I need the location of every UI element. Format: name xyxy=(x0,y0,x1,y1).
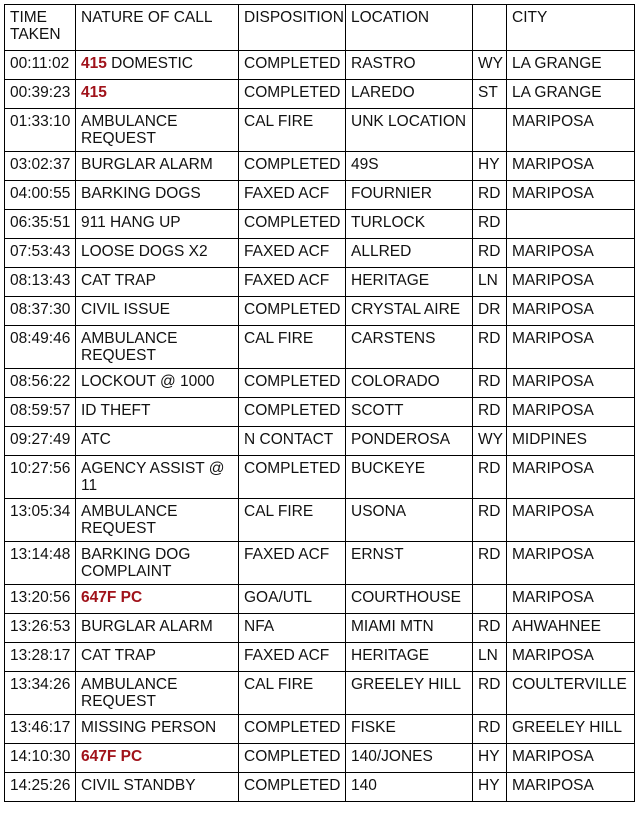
table-row xyxy=(5,109,635,152)
table-row xyxy=(5,773,635,802)
cell-nature-of-call xyxy=(76,715,239,744)
cell-time-taken: 00:39:23 xyxy=(5,80,76,109)
cell-city: GREELEY HILL xyxy=(507,715,635,744)
cell-city: MARIPOSA xyxy=(507,239,635,268)
cell-street-suffix xyxy=(473,585,507,614)
nature-text: 911 HANG UP xyxy=(81,214,181,231)
nature-text: AGENCY ASSIST @ 11 xyxy=(81,460,229,494)
header-location: LOCATION xyxy=(346,5,473,51)
cell-city: MARIPOSA xyxy=(507,542,635,585)
cell-nature-of-call xyxy=(76,297,239,326)
nature-text: CIVIL STANDBY xyxy=(81,777,196,794)
cell-street-suffix: RD xyxy=(473,715,507,744)
cell-street-suffix xyxy=(473,109,507,152)
cell-time-taken: 07:53:43 xyxy=(5,239,76,268)
cell-location: USONA xyxy=(346,499,473,542)
cell-street-suffix: RD xyxy=(473,614,507,643)
cell-nature-of-call xyxy=(76,210,239,239)
nature-text: ATC xyxy=(81,431,111,448)
table-row xyxy=(5,456,635,499)
cell-location: SCOTT xyxy=(346,398,473,427)
cell-disposition: COMPLETED xyxy=(239,398,346,427)
cell-disposition: NFA xyxy=(239,614,346,643)
cell-city: MARIPOSA xyxy=(507,643,635,672)
cell-disposition: COMPLETED xyxy=(239,715,346,744)
table-row xyxy=(5,210,635,239)
penal-code-label: 415 xyxy=(81,84,107,101)
cell-nature-of-call xyxy=(76,614,239,643)
nature-text: BURGLAR ALARM xyxy=(81,156,213,173)
cell-nature-of-call xyxy=(76,773,239,802)
cell-nature-of-call xyxy=(76,398,239,427)
cell-disposition: FAXED ACF xyxy=(239,181,346,210)
table-row xyxy=(5,499,635,542)
table-row xyxy=(5,643,635,672)
cell-time-taken: 13:14:48 xyxy=(5,542,76,585)
cell-nature-of-call xyxy=(76,585,239,614)
cell-nature-of-call xyxy=(76,456,239,499)
nature-text: CAT TRAP xyxy=(81,647,156,664)
cell-nature-of-call xyxy=(76,744,239,773)
nature-text: BARKING DOGS xyxy=(81,185,201,202)
cell-location: UNK LOCATION xyxy=(346,109,473,152)
cell-disposition: CAL FIRE xyxy=(239,499,346,542)
cell-city: MARIPOSA xyxy=(507,297,635,326)
nature-text: BARKING DOG COMPLAINT xyxy=(81,546,195,580)
cell-city: LA GRANGE xyxy=(507,51,635,80)
cell-disposition: GOA/UTL xyxy=(239,585,346,614)
cell-street-suffix: WY xyxy=(473,51,507,80)
cell-street-suffix: DR xyxy=(473,297,507,326)
cell-time-taken: 10:27:56 xyxy=(5,456,76,499)
header-city: CITY xyxy=(507,5,635,51)
table-row xyxy=(5,51,635,80)
cell-time-taken: 08:56:22 xyxy=(5,369,76,398)
cell-location: 49S xyxy=(346,152,473,181)
cell-street-suffix: LN xyxy=(473,643,507,672)
cell-nature-of-call xyxy=(76,643,239,672)
cell-location: FISKE xyxy=(346,715,473,744)
cell-street-suffix: HY xyxy=(473,152,507,181)
cell-street-suffix: RD xyxy=(473,326,507,369)
cell-disposition: FAXED ACF xyxy=(239,268,346,297)
cell-time-taken: 14:25:26 xyxy=(5,773,76,802)
cell-location: ALLRED xyxy=(346,239,473,268)
cell-nature-of-call xyxy=(76,326,239,369)
cell-time-taken: 08:13:43 xyxy=(5,268,76,297)
cell-location: TURLOCK xyxy=(346,210,473,239)
cell-location: HERITAGE xyxy=(346,268,473,297)
cell-city: COULTERVILLE xyxy=(507,672,635,715)
table-row xyxy=(5,152,635,181)
cell-nature-of-call xyxy=(76,181,239,210)
cell-city: MARIPOSA xyxy=(507,398,635,427)
cell-time-taken: 13:26:53 xyxy=(5,614,76,643)
cell-disposition: COMPLETED xyxy=(239,369,346,398)
call-log-rows xyxy=(5,51,635,802)
cell-time-taken: 08:59:57 xyxy=(5,398,76,427)
cell-city: MARIPOSA xyxy=(507,326,635,369)
cell-time-taken: 13:46:17 xyxy=(5,715,76,744)
cell-street-suffix: RD xyxy=(473,398,507,427)
nature-text: CIVIL ISSUE xyxy=(81,301,171,318)
cell-time-taken: 13:20:56 xyxy=(5,585,76,614)
cell-nature-of-call xyxy=(76,369,239,398)
cell-location: GREELEY HILL xyxy=(346,672,473,715)
cell-disposition: FAXED ACF xyxy=(239,643,346,672)
nature-text: LOCKOUT @ 1000 xyxy=(81,373,215,390)
cell-location: RASTRO xyxy=(346,51,473,80)
cell-location: 140 xyxy=(346,773,473,802)
cell-nature-of-call xyxy=(76,427,239,456)
cell-city: MARIPOSA xyxy=(507,181,635,210)
nature-text: LOOSE DOGS X2 xyxy=(81,243,208,260)
cell-city: MARIPOSA xyxy=(507,744,635,773)
cell-time-taken: 00:11:02 xyxy=(5,51,76,80)
cell-street-suffix: RD xyxy=(473,456,507,499)
cell-city: AHWAHNEE xyxy=(507,614,635,643)
cell-street-suffix: HY xyxy=(473,744,507,773)
table-row xyxy=(5,398,635,427)
cell-location: CRYSTAL AIRE xyxy=(346,297,473,326)
cell-disposition: COMPLETED xyxy=(239,773,346,802)
cell-nature-of-call xyxy=(76,109,239,152)
cell-nature-of-call xyxy=(76,152,239,181)
table-row xyxy=(5,427,635,456)
cell-street-suffix: RD xyxy=(473,542,507,585)
penal-code-label: 647F PC xyxy=(81,748,143,765)
cell-disposition: COMPLETED xyxy=(239,744,346,773)
table-row xyxy=(5,268,635,297)
cell-city: LA GRANGE xyxy=(507,80,635,109)
nature-text: AMBULANCE REQUEST xyxy=(81,113,182,147)
cell-time-taken: 03:02:37 xyxy=(5,152,76,181)
cell-location: COLORADO xyxy=(346,369,473,398)
cell-nature-of-call xyxy=(76,499,239,542)
cell-location: HERITAGE xyxy=(346,643,473,672)
nature-text: AMBULANCE REQUEST xyxy=(81,330,182,364)
nature-text: CAT TRAP xyxy=(81,272,156,289)
cell-nature-of-call xyxy=(76,51,239,80)
table-row xyxy=(5,181,635,210)
cell-city: MARIPOSA xyxy=(507,268,635,297)
table-row xyxy=(5,326,635,369)
cell-time-taken: 13:34:26 xyxy=(5,672,76,715)
table-row xyxy=(5,297,635,326)
cell-city xyxy=(507,210,635,239)
cell-street-suffix: HY xyxy=(473,773,507,802)
cell-street-suffix: RD xyxy=(473,181,507,210)
cell-disposition: CAL FIRE xyxy=(239,672,346,715)
cell-disposition: COMPLETED xyxy=(239,51,346,80)
nature-text: BURGLAR ALARM xyxy=(81,618,213,635)
cell-disposition: CAL FIRE xyxy=(239,326,346,369)
cell-disposition: N CONTACT xyxy=(239,427,346,456)
cell-city: MARIPOSA xyxy=(507,773,635,802)
cell-location: MIAMI MTN xyxy=(346,614,473,643)
cell-street-suffix: RD xyxy=(473,239,507,268)
cell-nature-of-call xyxy=(76,239,239,268)
cell-time-taken: 04:00:55 xyxy=(5,181,76,210)
cell-location: LAREDO xyxy=(346,80,473,109)
cell-nature-of-call xyxy=(76,542,239,585)
nature-text: AMBULANCE REQUEST xyxy=(81,676,182,710)
nature-text: DOMESTIC xyxy=(106,55,193,72)
cell-location: FOURNIER xyxy=(346,181,473,210)
cell-nature-of-call xyxy=(76,268,239,297)
table-row xyxy=(5,80,635,109)
cell-disposition: COMPLETED xyxy=(239,210,346,239)
cell-time-taken: 09:27:49 xyxy=(5,427,76,456)
cell-disposition: FAXED ACF xyxy=(239,239,346,268)
table-row xyxy=(5,369,635,398)
header-time-taken: TIME TAKEN xyxy=(5,5,76,51)
header-row xyxy=(5,5,635,51)
nature-text: ID THEFT xyxy=(81,402,151,419)
penal-code-label: 415 xyxy=(81,55,107,72)
cell-nature-of-call xyxy=(76,672,239,715)
cell-time-taken: 08:49:46 xyxy=(5,326,76,369)
cell-city: MARIPOSA xyxy=(507,109,635,152)
cell-location: CARSTENS xyxy=(346,326,473,369)
header-street-suffix xyxy=(473,5,507,51)
cell-disposition: COMPLETED xyxy=(239,456,346,499)
penal-code-label: 647F PC xyxy=(81,589,143,606)
cell-disposition: CAL FIRE xyxy=(239,109,346,152)
table-row xyxy=(5,585,635,614)
cell-time-taken: 14:10:30 xyxy=(5,744,76,773)
cell-city: MIDPINES xyxy=(507,427,635,456)
cell-location: COURTHOUSE xyxy=(346,585,473,614)
cell-city: MARIPOSA xyxy=(507,499,635,542)
table-row xyxy=(5,239,635,268)
cell-time-taken: 08:37:30 xyxy=(5,297,76,326)
nature-text: MISSING PERSON xyxy=(81,719,217,736)
cell-disposition: COMPLETED xyxy=(239,297,346,326)
cell-location: 140/JONES xyxy=(346,744,473,773)
cell-location: BUCKEYE xyxy=(346,456,473,499)
cell-location: ERNST xyxy=(346,542,473,585)
table-row xyxy=(5,715,635,744)
table-row xyxy=(5,744,635,773)
cell-street-suffix: WY xyxy=(473,427,507,456)
header-nature-of-call: NATURE OF CALL xyxy=(76,5,239,51)
cell-street-suffix: ST xyxy=(473,80,507,109)
cell-time-taken: 13:28:17 xyxy=(5,643,76,672)
cell-disposition: COMPLETED xyxy=(239,80,346,109)
cell-time-taken: 06:35:51 xyxy=(5,210,76,239)
cell-street-suffix: LN xyxy=(473,268,507,297)
cell-time-taken: 01:33:10 xyxy=(5,109,76,152)
table-row xyxy=(5,614,635,643)
table-row xyxy=(5,542,635,585)
header-disposition: DISPOSITION xyxy=(239,5,346,51)
cell-city: MARIPOSA xyxy=(507,152,635,181)
cell-disposition: FAXED ACF xyxy=(239,542,346,585)
cell-street-suffix: RD xyxy=(473,672,507,715)
cell-city: MARIPOSA xyxy=(507,456,635,499)
cell-city: MARIPOSA xyxy=(507,369,635,398)
call-log-table xyxy=(4,4,635,802)
cell-time-taken: 13:05:34 xyxy=(5,499,76,542)
table-row xyxy=(5,672,635,715)
cell-location: PONDEROSA xyxy=(346,427,473,456)
nature-text: AMBULANCE REQUEST xyxy=(81,503,182,537)
cell-street-suffix: RD xyxy=(473,369,507,398)
cell-city: MARIPOSA xyxy=(507,585,635,614)
cell-nature-of-call xyxy=(76,80,239,109)
cell-street-suffix: RD xyxy=(473,210,507,239)
cell-disposition: COMPLETED xyxy=(239,152,346,181)
cell-street-suffix: RD xyxy=(473,499,507,542)
